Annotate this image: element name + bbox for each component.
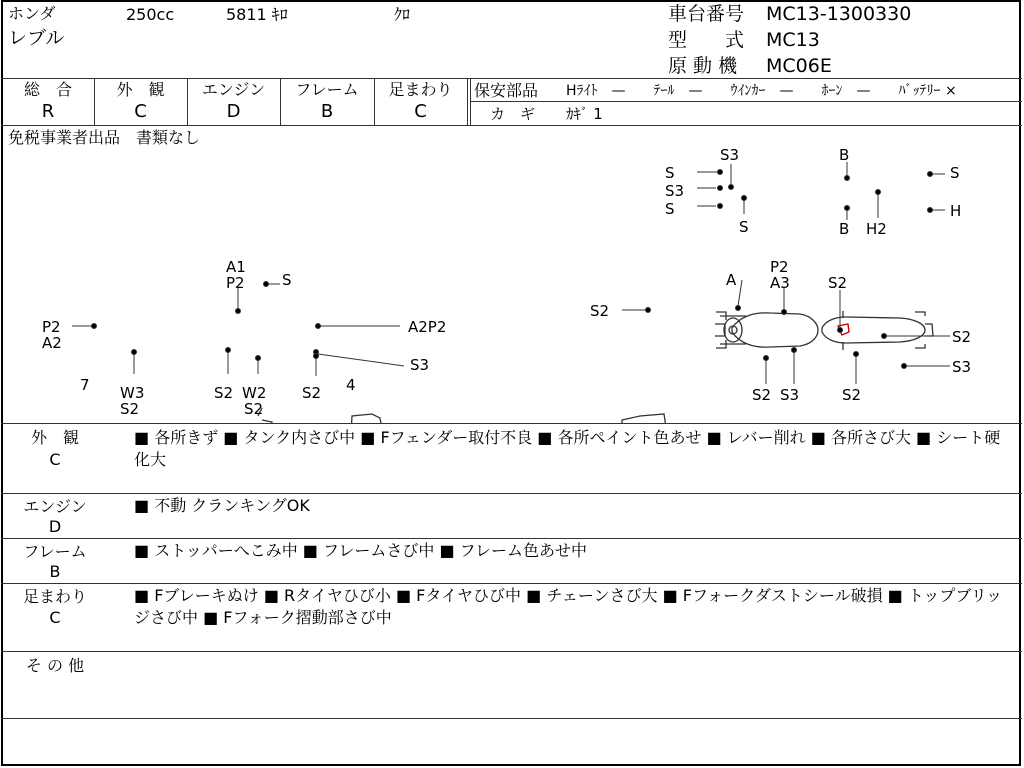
grade-suspension-label: 足まわり	[388, 80, 453, 99]
grade-engine-label: エンジン	[201, 80, 266, 99]
section-exterior-grade: C	[49, 450, 61, 469]
section-other-label: そ の 他	[25, 656, 85, 675]
diagram-label: S	[739, 218, 749, 236]
diagram-label: S	[665, 200, 675, 218]
diagram-label: A	[726, 271, 737, 289]
diagram-label: S2	[952, 328, 972, 346]
maker-name: ホンダ	[8, 4, 56, 23]
diagram-label: S3	[720, 146, 740, 164]
divider	[1, 538, 1022, 539]
section-exterior-text: ■ 各所きず ■ タンク内さび中 ■ Fフェンダー取付不良 ■ 各所ペイント色あせ ■ レバー削れ ■ 各所さび大 ■ シート硬化大	[134, 428, 1001, 469]
diagram-label: B	[839, 220, 850, 238]
model-type-value: MC13	[766, 29, 820, 51]
section-exterior-label: 外 観	[30, 428, 79, 447]
section-frame-label: フレーム	[23, 542, 87, 561]
section-suspension-text: ■ Fブレーキぬけ ■ Rタイヤひび小 ■ Fタイヤひび中 ■ チェーンさび大 ■ Fフォークダストシール破損 ■ トップブリッジさび中 ■ Fフォーク摺動部さび中	[134, 586, 1003, 627]
diagram-label: S2	[752, 386, 772, 404]
diagram-label: B	[839, 146, 850, 164]
diagram-label: S2	[828, 274, 848, 292]
section-frame-text: ■ ストッパーへこみ中 ■ フレームさび中 ■ フレーム色あせ中	[134, 541, 588, 560]
diagram-label: S3	[780, 386, 800, 404]
diagram-label: S2	[244, 400, 264, 418]
diagram-label: P2	[770, 258, 789, 276]
diagram-label: S3	[952, 358, 972, 376]
divider	[1, 78, 1022, 79]
section-suspension-grade: C	[49, 608, 61, 627]
section-engine-label: エンジン	[23, 497, 87, 516]
diagram-label: S3	[665, 182, 685, 200]
diagram-label: A2	[42, 334, 62, 352]
diagram-label: S	[950, 164, 960, 182]
engine-code-label: 原 動 機	[668, 55, 738, 77]
key-value: ｶｷﾞ 1	[566, 105, 603, 123]
chassis-number-value: MC13-1300330	[766, 3, 912, 25]
divider	[1, 718, 1022, 719]
section-engine-text: ■ 不動 クランキングOK	[134, 496, 310, 515]
notes: 免税事業者出品 書類なし	[8, 128, 201, 147]
safety-parts-label: 保安部品	[474, 81, 539, 100]
diagram-label: A1	[226, 258, 246, 276]
divider	[1, 583, 1022, 584]
color: ｸﾛ	[394, 5, 411, 24]
diagram-label: H	[950, 202, 962, 220]
safety-parts-items: Hﾗｲﾄ — ﾃｰﾙ — ｳｲﾝｶｰ — ﾎｰﾝ — ﾊﾞｯﾃﾘｰ ×	[566, 83, 957, 99]
diagram-label: W3	[120, 384, 145, 402]
grade-exterior-value: C	[134, 101, 147, 122]
section-frame-grade: B	[49, 562, 61, 581]
key-label: カ ギ	[490, 105, 536, 123]
diagram-label: 4	[346, 376, 356, 394]
grade-total-label: 総 合	[23, 80, 72, 99]
chassis-number-label: 車台番号	[668, 3, 745, 25]
diagram-label: P2	[226, 274, 245, 292]
grade-frame-label: フレーム	[295, 80, 359, 99]
divider	[467, 78, 468, 125]
section-suspension-label: 足まわり	[22, 587, 87, 606]
diagram-label: S2	[120, 400, 140, 418]
grade-frame-value: B	[320, 101, 334, 122]
divider	[1, 493, 1022, 494]
damage-diagram	[0, 140, 1022, 424]
diagram-label: S	[665, 164, 675, 182]
section-engine-grade: D	[48, 517, 62, 536]
displacement: 250cc	[126, 5, 175, 24]
diagram-label: H2	[866, 220, 887, 238]
divider	[1, 125, 1022, 126]
diagram-label: S2	[302, 384, 322, 402]
grade-engine-value: D	[226, 101, 241, 122]
diagram-label: A3	[770, 274, 790, 292]
diagram-label: S3	[410, 356, 430, 374]
diagram-label: A2P2	[408, 318, 447, 336]
grade-suspension-value: C	[414, 101, 427, 122]
diagram-label: P2	[42, 318, 61, 336]
divider	[1, 651, 1022, 652]
model-name: レブル	[8, 27, 65, 49]
model-type-label: 型 式	[668, 29, 745, 51]
diagram-label: W2	[242, 384, 267, 402]
diagram-label: S2	[842, 386, 862, 404]
diagram-label: S	[282, 271, 292, 289]
divider	[1, 423, 1022, 424]
grade-exterior-label: 外 観	[116, 80, 165, 99]
diagram-label: S2	[590, 302, 610, 320]
engine-code-value: MC06E	[766, 55, 832, 77]
diagram-label: S2	[214, 384, 234, 402]
mileage: 5811 ｷﾛ	[226, 5, 288, 24]
diagram-label: 7	[80, 376, 90, 394]
top-view-bike	[715, 311, 933, 350]
divider	[470, 101, 1022, 102]
grade-total-value: R	[41, 101, 55, 122]
